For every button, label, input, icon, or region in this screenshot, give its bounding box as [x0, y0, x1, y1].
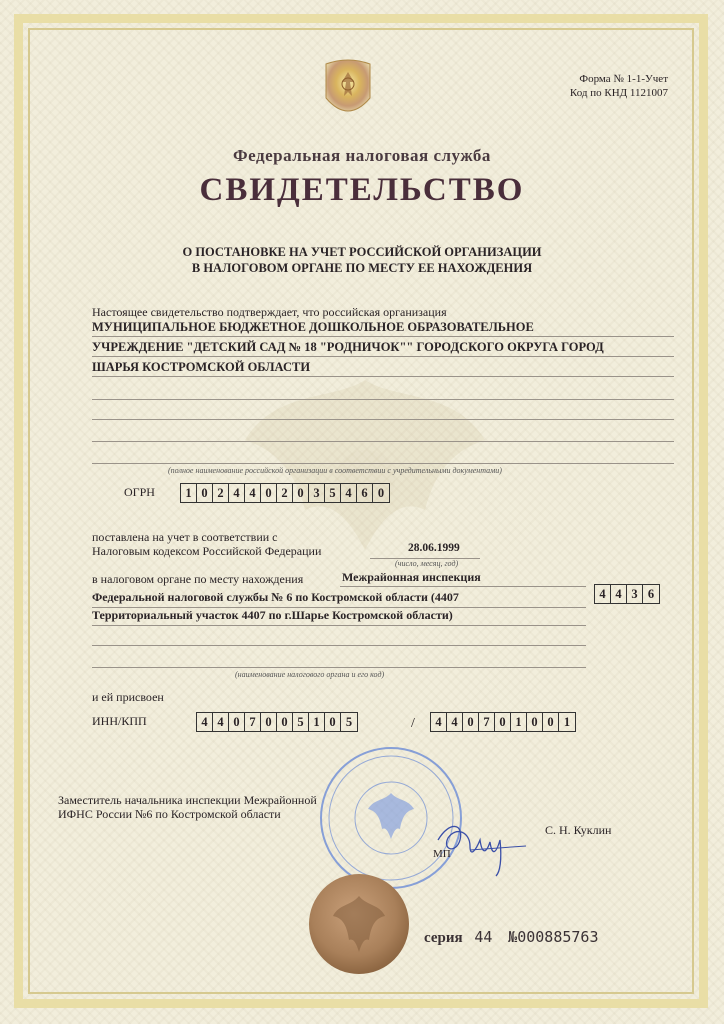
ogrn-digit: 2: [277, 484, 293, 502]
authority-intro: в налоговом органе по месту нахождения: [92, 572, 304, 586]
ogrn-digit: 3: [309, 484, 325, 502]
ogrn-digit: 4: [245, 484, 261, 502]
blank-line: [92, 666, 586, 668]
signatory-name: С. Н. Куклин: [545, 823, 612, 837]
ogrn-label: ОГРН: [124, 485, 155, 499]
date-caption: (число, месяц, год): [395, 559, 459, 568]
handwritten-signature-icon: [430, 810, 530, 880]
inn-digit: 0: [325, 713, 341, 731]
ogrn-digit: 4: [341, 484, 357, 502]
signatory-position: Заместитель начальника инспекции Межрайонной: [58, 793, 317, 807]
form-number-block: [570, 72, 668, 100]
ogrn-digit: 6: [357, 484, 373, 502]
kpp-digit: 1: [511, 713, 527, 731]
ogrn-digit: 4: [229, 484, 245, 502]
authority-caption: (наименование налогового органа и его код): [235, 670, 385, 679]
kpp-digit: 4: [431, 713, 447, 731]
document-title: СВИДЕТЕЛЬСТВО: [199, 172, 525, 208]
agency-name: Федеральная налоговая служба: [233, 146, 491, 165]
blank-line: [92, 418, 674, 420]
inn-digit: 0: [261, 713, 277, 731]
kpp-digit: 0: [543, 713, 559, 731]
inn-digit: 5: [345, 715, 353, 729]
ogrn-digit: 0: [293, 484, 309, 502]
signatory-position: ИФНС России №6 по Костромской области: [58, 807, 281, 821]
inn-kpp-separator: /: [411, 716, 415, 731]
stamp-place-label: МП: [433, 848, 451, 860]
knd-code: Код по КНД 1121007: [569, 87, 668, 99]
inn-kpp-label: ИНН/КПП: [92, 714, 147, 728]
inn-digit: 0: [229, 713, 245, 731]
series-number: 44: [474, 928, 493, 946]
authority-name-line: Территориальный участок 4407 по г.Шарье Костромской области): [92, 608, 453, 622]
ogrn-digit: 5: [325, 484, 341, 502]
registration-date: 28.06.1999: [408, 542, 460, 554]
inn-digit: 1: [309, 713, 325, 731]
authority-code-digit: 6: [647, 587, 655, 601]
inn-digit: 4: [197, 713, 213, 731]
assigned-label: и ей присвоен: [92, 690, 164, 704]
authority-code-digit: 4: [611, 585, 627, 603]
subtitle-line: В НАЛОГОВОМ ОРГАНЕ ПО МЕСТУ ЕЕ НАХОЖДЕНИЯ: [191, 261, 533, 275]
organization-caption: (полное наименование российской организации в соответствии с учредительными документами): [168, 466, 502, 475]
ogrn-digit: 1: [181, 484, 197, 502]
blank-line: [92, 440, 674, 442]
ogrn-digit: 0: [377, 486, 385, 500]
registration-text: поставлена на учет в соответствии с: [92, 530, 278, 544]
series-label: серия: [424, 930, 463, 946]
series-block: [424, 928, 598, 947]
embossed-seal-icon: [307, 872, 411, 976]
authority-name-part: Межрайонная инспекция: [342, 570, 481, 584]
inn-digit: 0: [277, 713, 293, 731]
authority-underline: [340, 585, 586, 587]
blank-line: [92, 644, 586, 646]
authority-code-boxes: [594, 584, 660, 604]
organization-name-line: УЧРЕЖДЕНИЕ "ДЕТСКИЙ САД № 18 "РОДНИЧОК"" ГОРОДСКОГО ОКРУГА ГОРОД: [92, 338, 674, 357]
kpp-digit-boxes: [430, 712, 576, 732]
certificate-number: №000885763: [508, 928, 599, 946]
blank-line: [92, 462, 674, 464]
ogrn-digit: 0: [197, 484, 213, 502]
authority-code-digit: 4: [595, 585, 611, 603]
organization-name-line: ШАРЬЯ КОСТРОМСКОЙ ОБЛАСТИ: [92, 358, 674, 377]
authority-code-digit: 3: [627, 585, 643, 603]
kpp-digit: 1: [563, 715, 571, 729]
inn-digit-boxes: [196, 712, 358, 732]
authority-underline: [92, 624, 586, 626]
form-number: Форма № 1-1-Учет: [579, 73, 668, 85]
inn-digit: 7: [245, 713, 261, 731]
organization-name-line: МУНИЦИПАЛЬНОЕ БЮДЖЕТНОЕ ДОШКОЛЬНОЕ ОБРАЗОВАТЕЛЬНОЕ: [92, 318, 674, 337]
kpp-digit: 4: [447, 713, 463, 731]
blank-line: [92, 398, 674, 400]
ogrn-digit: 0: [261, 484, 277, 502]
kpp-digit: 0: [495, 713, 511, 731]
authority-name-line: Федеральной налоговой службы № 6 по Костромской области (4407: [92, 590, 459, 604]
inn-digit: 5: [293, 713, 309, 731]
ogrn-digit: 2: [213, 484, 229, 502]
registration-text: Налоговым кодексом Российской Федерации: [92, 544, 322, 558]
hologram-emblem-icon: [322, 58, 374, 120]
kpp-digit: 7: [479, 713, 495, 731]
kpp-digit: 0: [527, 713, 543, 731]
subtitle-line: О ПОСТАНОВКЕ НА УЧЕТ РОССИЙСКОЙ ОРГАНИЗАЦИИ: [182, 245, 542, 259]
kpp-digit: 0: [463, 713, 479, 731]
intro-text: Настоящее свидетельство подтверждает, что российская организация: [92, 305, 447, 319]
inn-digit: 4: [213, 713, 229, 731]
ogrn-digit-boxes: [180, 483, 390, 503]
document-subtitle: [0, 244, 724, 276]
